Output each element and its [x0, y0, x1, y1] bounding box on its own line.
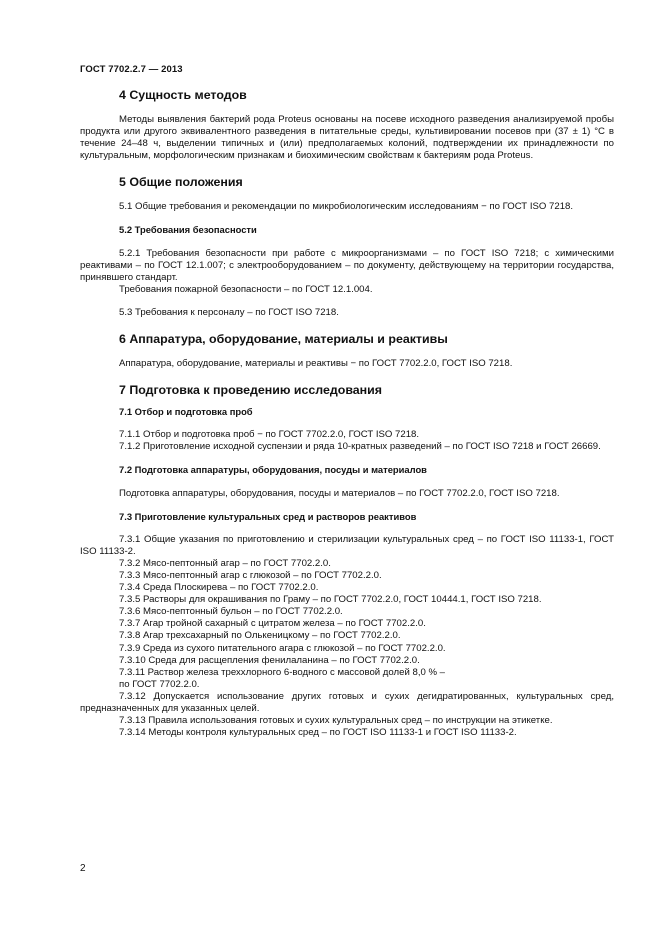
section-7-3-heading: 7.3 Приготовление культуральных сред и растворов реактивов	[119, 510, 417, 522]
paragraph-fire-safety: Требования пожарной безопасности – по ГОСТ 12.1.004.	[119, 283, 373, 295]
section-5-heading: 5 Общие положения	[119, 175, 243, 190]
paragraph-7-1-1: 7.1.1 Отбор и подготовка проб − по ГОСТ 7702.2.0, ГОСТ ISO 7218.	[119, 429, 420, 441]
section-5-2-heading: 5.2 Требования безопасности	[119, 224, 257, 236]
section-7-1-heading: 7.1 Отбор и подготовка проб	[119, 406, 253, 418]
list-item: 7.3.8 Агар трехсахарный по Олькеницкому – по ГОСТ 7702.2.0.	[119, 630, 401, 642]
section-6-heading: 6 Аппаратура, оборудование, материалы и реактивы	[119, 332, 448, 347]
document-header: ГОСТ 7702.2.7 — 2013	[80, 64, 183, 75]
section-6-text: Аппаратура, оборудование, материалы и реактивы − по ГОСТ 7702.2.0, ГОСТ ISO 7218.	[119, 358, 513, 370]
paragraph-7-3-11: 7.3.11 Раствор железа треххлорного 6-водного с массовой долей 8,0 % –	[119, 666, 446, 678]
paragraph-7-1-2: 7.1.2 Приготовление исходной суспензии и ряда 10-кратных разведений – по ГОСТ ISO 7218 и ГОСТ 26669.	[119, 441, 601, 453]
list-item: 7.3.3 Мясо-пептонный агар с глюкозой – по ГОСТ 7702.2.0.	[119, 569, 382, 581]
paragraph-7-3-12: 7.3.12 Допускается использование других готовых и сухих дегидратированных, культуральных сред, предназначенных для указанных целей.	[80, 690, 614, 714]
paragraph-7-3-1: 7.3.1 Общие указания по приготовлению и стерилизации культуральных сред – по ГОСТ ISO 11133-1, ГОСТ ISO 11133-2.	[80, 533, 614, 557]
paragraph-5-2-1: 5.2.1 Требования безопасности при работе с микроорганизмами – по ГОСТ ISO 7218; с химическими реактивами – по ГОСТ 12.1.007; с электрооборудованием – по документу, действующему на территории государства, принявшего стандарт.	[80, 247, 614, 283]
page-number: 2	[80, 863, 86, 874]
list-item: 7.3.4 Среда Плоскирева – по ГОСТ 7702.2.0.	[119, 582, 319, 594]
list-item: 7.3.7 Агар тройной сахарный с цитратом железа – по ГОСТ 7702.2.0.	[119, 618, 426, 630]
list-item: 7.3.6 Мясо-пептонный бульон – по ГОСТ 7702.2.0.	[119, 606, 343, 618]
section-4-text: Методы выявления бактерий рода Proteus основаны на посеве исходного разведения анализируемой пробы продукта или другого эквивалентного разведения в питательные среды, культивировании посевов при (37 ± 1) °С в течение 24–48 ч, выделении типичных и (или) предполагаемых колоний, подтверждении их принадлежности по культуральным, морфологическим признакам и биохимическим свойствам к бактериям рода Proteus.	[80, 114, 614, 162]
section-7-2-heading: 7.2 Подготовка аппаратуры, оборудования, посуды и материалов	[119, 464, 427, 476]
section-4-heading: 4 Сущность методов	[119, 88, 247, 102]
paragraph-5-3: 5.3 Требования к персоналу – по ГОСТ ISO 7218.	[119, 306, 339, 318]
list-item: 7.3.9 Среда из сухого питательного агара с глюкозой – по ГОСТ 7702.2.0.	[119, 642, 446, 654]
paragraph-7-3-11-cont: по ГОСТ 7702.2.0.	[119, 678, 200, 690]
section-7-heading: 7 Подготовка к проведению исследования	[119, 383, 382, 398]
list-item: 7.3.5 Растворы для окрашивания по Граму – по ГОСТ 7702.2.0, ГОСТ 10444.1, ГОСТ ISO 7218.	[119, 594, 542, 606]
list-item: 7.3.10 Среда для расщепления фенилаланина – по ГОСТ 7702.2.0.	[119, 654, 420, 666]
paragraph-7-2: Подготовка аппаратуры, оборудования, посуды и материалов – по ГОСТ 7702.2.0, ГОСТ ISO 7218.	[119, 487, 560, 499]
paragraph-5-1: 5.1 Общие требования и рекомендации по микробиологическим исследованиям − по ГОСТ ISO 7218.	[119, 201, 574, 213]
list-item: 7.3.2 Мясо-пептонный агар – по ГОСТ 7702.2.0.	[119, 557, 331, 569]
paragraph-7-3-14: 7.3.14 Методы контроля культуральных сред – по ГОСТ ISO 11133-1 и ГОСТ ISO 11133-2.	[119, 727, 517, 739]
document-body	[80, 88, 614, 739]
paragraph-7-3-13: 7.3.13 Правила использования готовых и сухих культуральных сред – по инструкции на этикетке.	[119, 715, 553, 727]
